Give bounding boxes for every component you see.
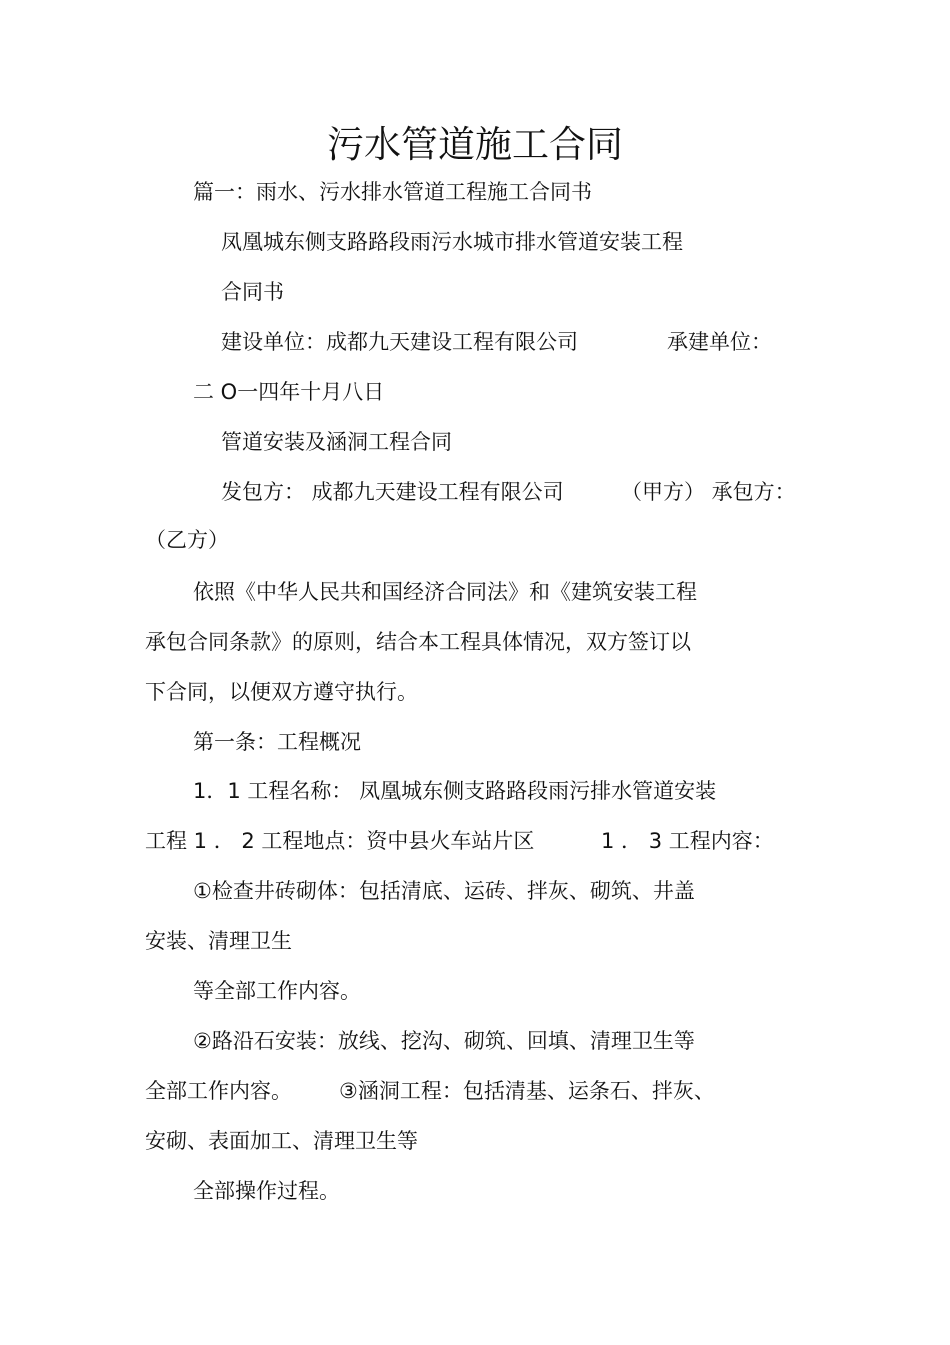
date-line: 二 O一四年十月八日 — [193, 380, 385, 404]
party-a-line: （甲方） 承包方： — [621, 480, 796, 504]
project-name-item: 1．1 工程名称： 凤凰城东侧支路路段雨污排水管道安装 — [193, 779, 717, 803]
scope-item: 全部工作内容。 — [145, 1079, 292, 1103]
project-location-item: 工程 1 ． 2 工程地点：资中县火车站片区 — [145, 829, 535, 853]
section-heading: 第一条：工程概况 — [193, 730, 361, 754]
builder-unit-line: 建设单位：成都九天建设工程有限公司 — [221, 330, 578, 354]
paragraph-line: 承包合同条款》的原则，结合本工程具体情况，双方签订以 — [145, 630, 691, 654]
scope-item: 等全部工作内容。 — [193, 979, 361, 1003]
contractor-unit-label: 承建单位： — [667, 330, 772, 354]
page-title: 污水管道施工合同 — [327, 123, 623, 166]
project-content-item: 1 ． 3 工程内容： — [601, 829, 774, 853]
employer-line: 发包方： 成都九天建设工程有限公司 — [221, 480, 564, 504]
paragraph-line: 下合同，以便双方遵守执行。 — [145, 680, 418, 704]
contract-subtitle: 管道安装及涵洞工程合同 — [221, 430, 452, 454]
project-name-line: 凤凰城东侧支路路段雨污水城市排水管道安装工程 — [221, 230, 683, 254]
scope-item: ①检查井砖砌体：包括清底、运砖、拌灰、砌筑、井盖 — [193, 879, 695, 903]
scope-item: ②路沿石安装：放线、挖沟、砌筑、回填、清理卫生等 — [193, 1029, 695, 1053]
scope-item: 安装、清理卫生 — [145, 929, 292, 953]
paragraph-line: 依照《中华人民共和国经济合同法》和《建筑安装工程 — [193, 580, 697, 604]
scope-item: 安砌、表面加工、清理卫生等 — [145, 1129, 418, 1153]
article-heading: 篇一：雨水、污水排水管道工程施工合同书 — [193, 180, 592, 204]
scope-item: 全部操作过程。 — [193, 1179, 340, 1203]
contract-book-line: 合同书 — [221, 280, 284, 304]
party-b-line: （乙方） — [145, 528, 229, 552]
scope-item: ③涵洞工程：包括清基、运条石、拌灰、 — [339, 1079, 715, 1103]
